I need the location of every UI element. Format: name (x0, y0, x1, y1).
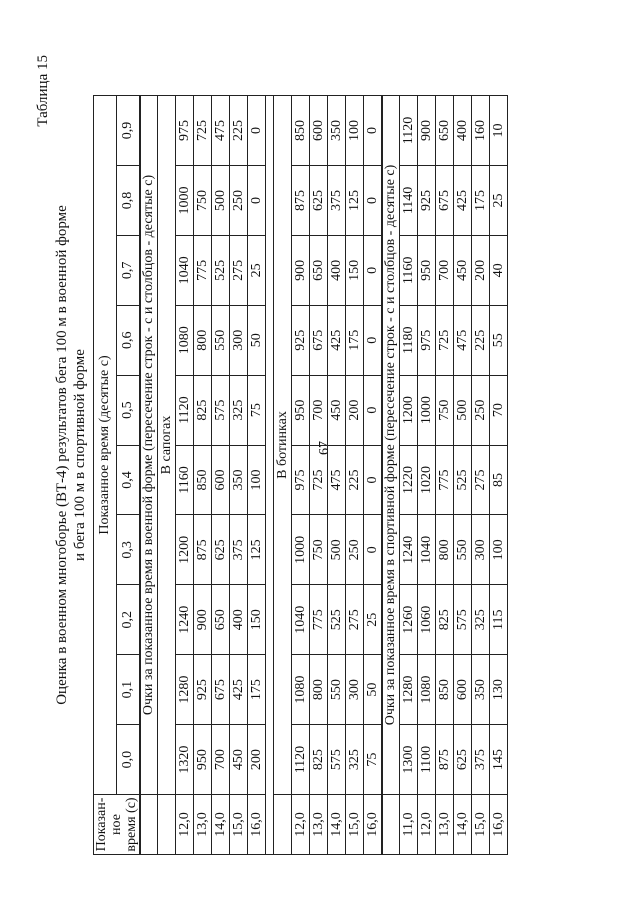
time-cell: 13,0 (194, 795, 212, 855)
score-cell: 850 (436, 655, 454, 725)
blank-cell (382, 795, 400, 855)
score-cell: 825 (436, 585, 454, 655)
military-caption: Очки за показанное время в военной форме (пересечение строк - с и столбцов - десятые с) (140, 96, 158, 795)
score-cell: 925 (292, 305, 310, 375)
score-cell: 900 (194, 585, 212, 655)
score-cell: 175 (346, 305, 364, 375)
score-cell: 675 (436, 165, 454, 235)
score-cell: 200 (248, 725, 266, 795)
score-cell: 650 (310, 235, 328, 305)
score-cell: 575 (328, 725, 346, 795)
score-cell: 0 (248, 96, 266, 166)
score-cell: 150 (346, 235, 364, 305)
score-cell: 875 (292, 165, 310, 235)
time-cell: 16,0 (490, 795, 508, 855)
table-row (364, 96, 383, 855)
score-cell: 725 (310, 445, 328, 515)
header-column-tenth: 0,0 (116, 725, 140, 795)
score-cell: 50 (248, 305, 266, 375)
header-column-tenth: 0,6 (116, 305, 140, 375)
table-title (53, 55, 89, 855)
score-cell: 350 (472, 655, 490, 725)
time-cell: 12,0 (418, 795, 436, 855)
score-cell: 250 (346, 515, 364, 585)
score-cell: 10 (490, 96, 508, 166)
time-cell: 13,0 (310, 795, 328, 855)
score-cell: 975 (418, 305, 436, 375)
score-cell: 55 (490, 305, 508, 375)
score-cell: 125 (346, 165, 364, 235)
time-cell: 15,0 (346, 795, 364, 855)
score-cell: 300 (230, 305, 248, 375)
score-cell: 800 (310, 655, 328, 725)
score-cell: 325 (346, 725, 364, 795)
table-row (176, 96, 194, 855)
score-cell: 825 (194, 375, 212, 445)
blank-cell (274, 795, 292, 855)
boots-heading: В сапогах (158, 96, 176, 795)
score-cell: 900 (418, 96, 436, 166)
time-cell: 14,0 (454, 795, 472, 855)
score-cell: 1040 (176, 235, 194, 305)
score-cell: 600 (212, 445, 230, 515)
score-cell: 1080 (418, 655, 436, 725)
score-cell: 750 (194, 165, 212, 235)
score-cell: 825 (310, 725, 328, 795)
score-cell: 1000 (292, 515, 310, 585)
score-cell: 250 (230, 165, 248, 235)
score-cell: 950 (292, 375, 310, 445)
score-cell: 75 (364, 725, 383, 795)
table-row (212, 96, 230, 855)
score-cell: 145 (490, 725, 508, 795)
score-cell: 75 (248, 375, 266, 445)
score-cell: 675 (212, 655, 230, 725)
score-cell: 1060 (418, 585, 436, 655)
score-cell: 500 (212, 165, 230, 235)
table-row (310, 96, 328, 855)
time-cell: 11,0 (400, 795, 418, 855)
page-number: 67 (317, 441, 332, 455)
score-cell: 1000 (418, 375, 436, 445)
title-line-2: и бега 100 м в спортивной форме (72, 349, 88, 561)
score-cell: 1220 (400, 445, 418, 515)
header-column-tenth: 0,4 (116, 445, 140, 515)
score-cell: 850 (292, 96, 310, 166)
score-cell: 700 (212, 725, 230, 795)
score-cell: 450 (454, 235, 472, 305)
score-cell: 1260 (400, 585, 418, 655)
score-cell: 25 (248, 235, 266, 305)
score-cell: 175 (472, 165, 490, 235)
score-cell: 130 (490, 655, 508, 725)
score-cell: 225 (230, 96, 248, 166)
score-cell: 0 (364, 235, 383, 305)
score-cell: 475 (454, 305, 472, 375)
score-cell: 325 (230, 375, 248, 445)
header-column-tenth: 0,5 (116, 375, 140, 445)
score-cell: 675 (310, 305, 328, 375)
score-cell: 600 (310, 96, 328, 166)
time-cell: 14,0 (212, 795, 230, 855)
score-cell: 975 (176, 96, 194, 166)
score-cell: 1300 (400, 725, 418, 795)
score-cell: 750 (436, 375, 454, 445)
score-cell: 775 (310, 585, 328, 655)
score-cell: 450 (328, 375, 346, 445)
header-column-tenth: 0,3 (116, 515, 140, 585)
blank-cell (158, 795, 176, 855)
score-cell: 750 (310, 515, 328, 585)
table-row (418, 96, 436, 855)
score-cell: 1000 (176, 165, 194, 235)
score-cell: 200 (346, 375, 364, 445)
table-row (328, 96, 346, 855)
score-cell: 450 (230, 725, 248, 795)
score-cell: 700 (436, 235, 454, 305)
table-row (194, 96, 212, 855)
score-cell: 800 (436, 515, 454, 585)
score-cell: 0 (364, 165, 383, 235)
score-cell: 1020 (418, 445, 436, 515)
score-cell: 475 (212, 96, 230, 166)
score-cell: 1120 (400, 96, 418, 166)
score-cell: 1100 (418, 725, 436, 795)
score-cell: 550 (454, 515, 472, 585)
table-row (230, 96, 248, 855)
score-cell: 400 (328, 235, 346, 305)
score-cell: 400 (230, 585, 248, 655)
rotated-page-content (35, 55, 585, 855)
score-cell: 115 (490, 585, 508, 655)
score-cell: 650 (436, 96, 454, 166)
sport-caption: Очки за показанное время в спортивной форме (пересечение строк - с и столбцов - десятые с) (382, 96, 400, 795)
score-cell: 425 (454, 165, 472, 235)
score-cell: 175 (248, 655, 266, 725)
time-cell: 14,0 (328, 795, 346, 855)
score-cell: 1240 (400, 515, 418, 585)
score-cell: 400 (454, 96, 472, 166)
score-cell: 375 (472, 725, 490, 795)
table-row (292, 96, 310, 855)
score-cell: 100 (346, 96, 364, 166)
score-cell: 275 (472, 445, 490, 515)
score-cell: 775 (194, 235, 212, 305)
score-cell: 725 (194, 96, 212, 166)
score-cell: 575 (454, 585, 472, 655)
score-cell: 275 (230, 235, 248, 305)
score-cell: 975 (292, 445, 310, 515)
score-cell: 100 (248, 445, 266, 515)
score-cell: 625 (310, 165, 328, 235)
score-cell: 225 (472, 305, 490, 375)
score-cell: 200 (472, 235, 490, 305)
time-cell: 12,0 (292, 795, 310, 855)
header-column-tenth: 0,2 (116, 585, 140, 655)
score-cell: 475 (328, 445, 346, 515)
score-cell: 775 (436, 445, 454, 515)
header-column-tenth: 0,8 (116, 165, 140, 235)
score-cell: 800 (194, 305, 212, 375)
score-cell: 500 (328, 515, 346, 585)
table-row (490, 96, 508, 855)
score-cell: 1280 (400, 655, 418, 725)
score-table (93, 95, 508, 855)
time-cell: 15,0 (472, 795, 490, 855)
score-cell: 425 (230, 655, 248, 725)
time-cell: 15,0 (230, 795, 248, 855)
score-cell: 25 (364, 585, 383, 655)
score-cell: 300 (472, 515, 490, 585)
score-cell: 85 (490, 445, 508, 515)
score-cell: 225 (346, 445, 364, 515)
score-cell: 875 (436, 725, 454, 795)
score-cell: 1160 (400, 235, 418, 305)
score-cell: 950 (418, 235, 436, 305)
score-cell: 1040 (292, 585, 310, 655)
title-line-1: Оценка в военном многоборье (ВТ-4) результатов бега 100 м в военной форме (54, 205, 70, 705)
table-row (400, 96, 418, 855)
score-cell: 925 (418, 165, 436, 235)
score-cell: 625 (454, 725, 472, 795)
score-cell: 0 (364, 445, 383, 515)
score-cell: 375 (230, 515, 248, 585)
score-cell: 125 (248, 515, 266, 585)
score-cell: 1120 (292, 725, 310, 795)
score-cell: 550 (328, 655, 346, 725)
score-cell: 0 (364, 515, 383, 585)
score-cell: 375 (328, 165, 346, 235)
score-cell: 525 (328, 585, 346, 655)
blank-cell (140, 795, 158, 855)
score-cell: 350 (328, 96, 346, 166)
score-cell: 575 (212, 375, 230, 445)
score-cell: 1240 (176, 585, 194, 655)
score-cell: 300 (346, 655, 364, 725)
score-cell: 900 (292, 235, 310, 305)
score-cell: 0 (248, 165, 266, 235)
header-tenths: Показанное время (десятые с) (94, 96, 117, 795)
score-cell: 150 (248, 585, 266, 655)
time-cell: 12,0 (176, 795, 194, 855)
time-cell: 16,0 (248, 795, 266, 855)
score-cell: 1200 (400, 375, 418, 445)
score-cell: 1120 (176, 375, 194, 445)
table-row (346, 96, 364, 855)
score-cell: 550 (212, 305, 230, 375)
score-cell: 1280 (176, 655, 194, 725)
score-cell: 325 (472, 585, 490, 655)
score-cell: 850 (194, 445, 212, 515)
table-label: Таблица 15 (35, 55, 51, 127)
score-cell: 1180 (400, 305, 418, 375)
table-row (248, 96, 266, 855)
score-cell: 525 (454, 445, 472, 515)
table-row (454, 96, 472, 855)
score-cell: 40 (490, 235, 508, 305)
score-cell: 0 (364, 96, 383, 166)
score-cell: 500 (454, 375, 472, 445)
score-cell: 70 (490, 375, 508, 445)
score-cell: 100 (490, 515, 508, 585)
score-cell: 1080 (292, 655, 310, 725)
time-cell: 16,0 (364, 795, 383, 855)
time-cell: 13,0 (436, 795, 454, 855)
score-cell: 625 (212, 515, 230, 585)
header-column-tenth: 0,9 (116, 96, 140, 166)
header-time-column: Показан-ное время (с) (94, 795, 141, 855)
score-cell: 1040 (418, 515, 436, 585)
score-cell: 525 (212, 235, 230, 305)
score-cell: 1200 (176, 515, 194, 585)
score-cell: 425 (328, 305, 346, 375)
score-cell: 875 (194, 515, 212, 585)
score-cell: 160 (472, 96, 490, 166)
score-cell: 0 (364, 305, 383, 375)
score-cell: 725 (436, 305, 454, 375)
shoes-heading: В ботинках (274, 96, 292, 795)
score-cell: 925 (194, 655, 212, 725)
score-cell: 1320 (176, 725, 194, 795)
score-cell: 950 (194, 725, 212, 795)
score-cell: 275 (346, 585, 364, 655)
score-cell: 0 (364, 375, 383, 445)
score-cell: 50 (364, 655, 383, 725)
header-column-tenth: 0,7 (116, 235, 140, 305)
score-cell: 25 (490, 165, 508, 235)
score-cell: 250 (472, 375, 490, 445)
table-row (436, 96, 454, 855)
score-cell: 600 (454, 655, 472, 725)
score-cell: 650 (212, 585, 230, 655)
spacer-row (266, 96, 274, 855)
score-cell: 1160 (176, 445, 194, 515)
header-column-tenth: 0,1 (116, 655, 140, 725)
score-cell: 700 (310, 375, 328, 445)
score-cell: 350 (230, 445, 248, 515)
score-cell: 1080 (176, 305, 194, 375)
score-cell: 1140 (400, 165, 418, 235)
table-row (472, 96, 490, 855)
